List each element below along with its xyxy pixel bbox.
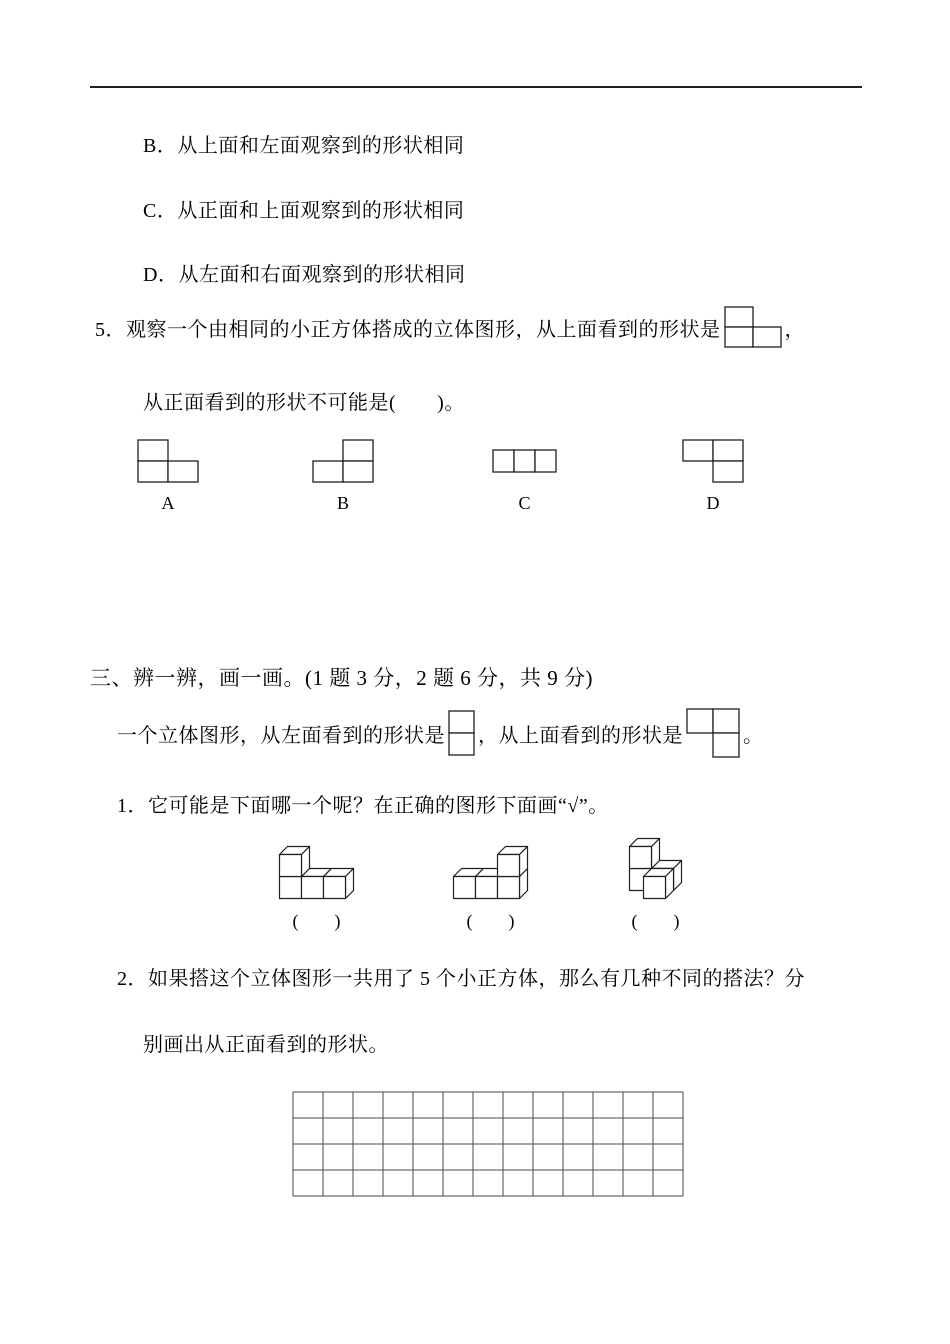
cube-figure-1-answer-paren[interactable]: ( ) [292, 911, 341, 931]
choice-c-shape [492, 449, 557, 473]
question2-line1: 2．如果搭这个立体图形一共用了 5 个小正方体，那么有几种不同的搭法？分 [117, 968, 805, 990]
choice-a-shape-box [137, 438, 199, 484]
choice-a-label: A [161, 493, 175, 513]
question5-stem-text: 5．观察一个由相同的小正方体搭成的立体图形，从上面看到的形状是 [95, 318, 721, 341]
choice-a[interactable] [137, 438, 199, 514]
section3-intro-text2: ，从上面看到的形状是 [478, 724, 683, 747]
cube-figure-3-drawing [628, 834, 683, 900]
choice-d-shape [682, 439, 744, 483]
option-text-d: D．从左面和右面观察到的形状相同 [143, 264, 466, 286]
answer-drawing-grid[interactable] [292, 1091, 684, 1197]
question5-line2: 从正面看到的形状不可能是( )。 [143, 392, 465, 414]
choice-b-label: B [336, 493, 349, 513]
cube-figure-2-answer-paren[interactable]: ( ) [466, 911, 515, 931]
s3-top-view-shape [686, 708, 740, 758]
cube-figure-1-drawing [278, 834, 355, 900]
cube-figure-2 [452, 834, 529, 933]
question1-text: 1．它可能是下面哪一个呢？在正确的图形下面画“√”。 [117, 795, 609, 817]
choice-b[interactable] [312, 438, 374, 514]
q5-top-view-shape [724, 306, 782, 348]
choice-b-shape-box [312, 438, 374, 484]
option-text-b: B．从上面和左面观察到的形状相同 [143, 135, 465, 157]
choice-c-label: C [518, 493, 531, 513]
question2-line2: 别画出从正面看到的形状。 [143, 1034, 389, 1056]
choice-d-label: D [706, 493, 720, 513]
cube-figure-3-answer-paren[interactable]: ( ) [631, 911, 680, 931]
header-rule [90, 86, 862, 88]
section3-intro [117, 706, 764, 760]
choice-a-shape [137, 439, 199, 483]
s3-left-view-shape [448, 710, 475, 756]
section3-intro-text1: 一个立体图形，从左面看到的形状是 [117, 724, 445, 747]
option-text-c: C．从正面和上面观察到的形状相同 [143, 200, 465, 222]
cube-figure-1 [278, 834, 355, 933]
choice-c-shape-box [492, 438, 557, 484]
choice-b-shape [312, 439, 374, 483]
choice-c[interactable] [492, 438, 557, 514]
question5-stem [95, 301, 805, 353]
choice-d[interactable] [682, 438, 744, 514]
section3-intro-period: 。 [743, 724, 764, 747]
question5-stem-comma: ， [784, 318, 805, 341]
choice-d-shape-box [682, 438, 744, 484]
section3-title: 三、辨一辨，画一画。(1 题 3 分，2 题 6 分，共 9 分) [90, 666, 593, 690]
cube-figure-3 [628, 834, 683, 933]
cube-figure-2-drawing [452, 834, 529, 900]
